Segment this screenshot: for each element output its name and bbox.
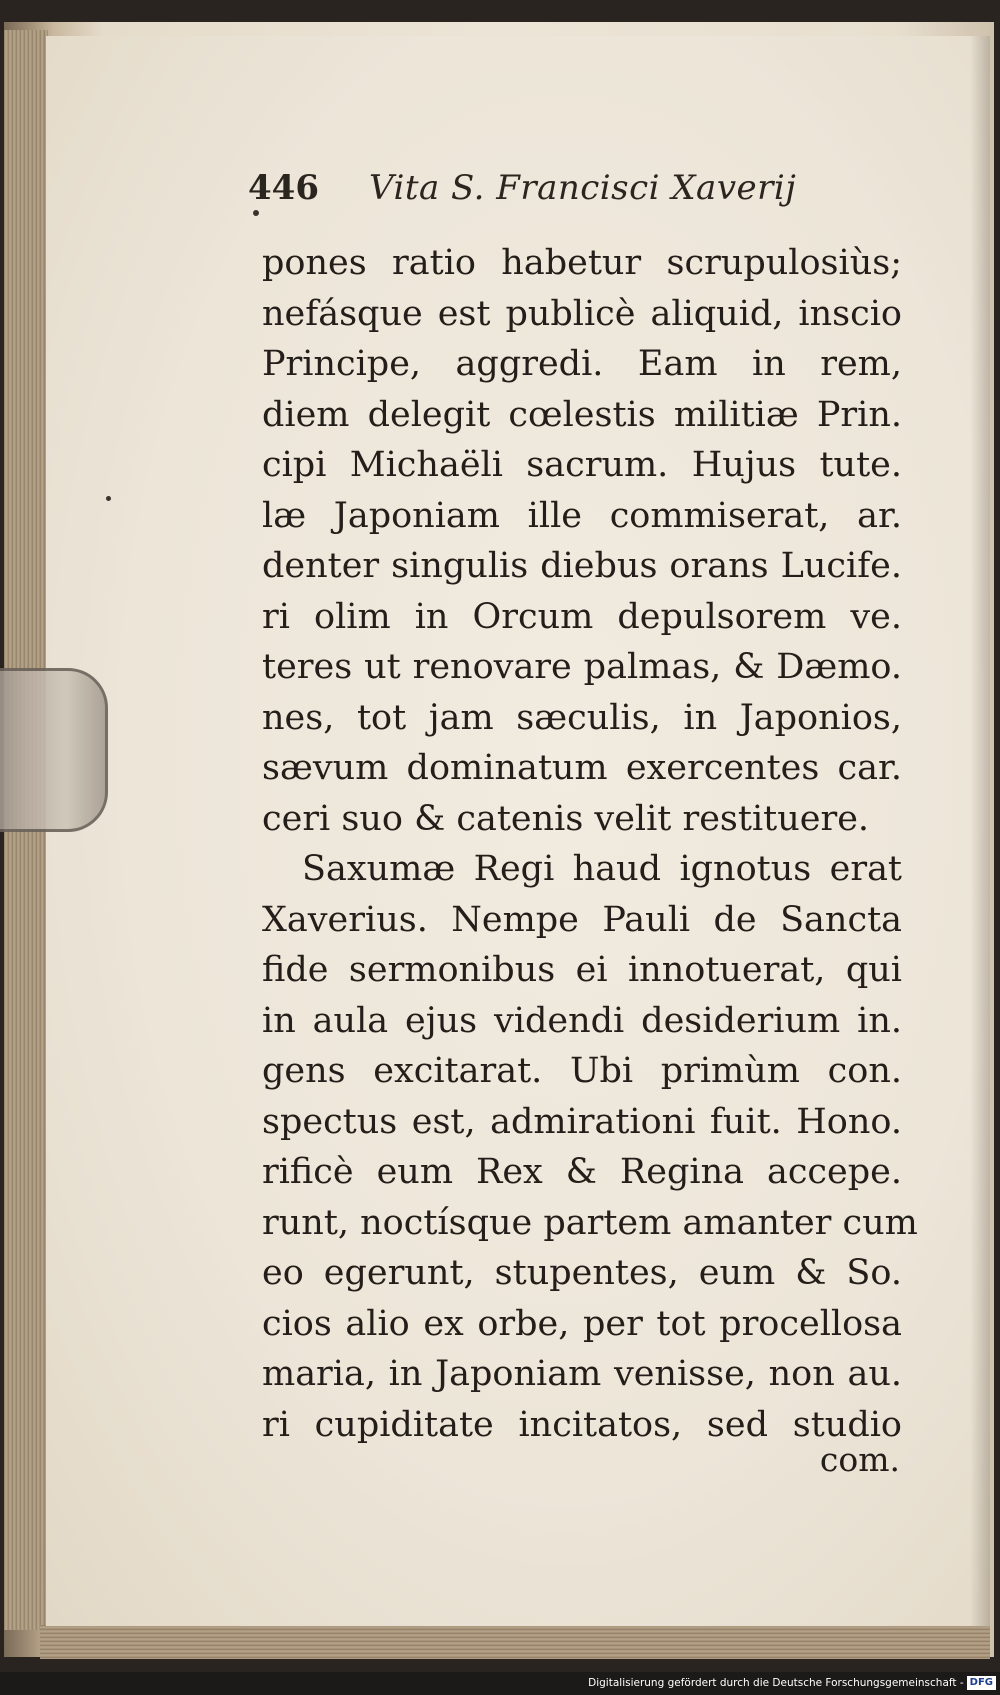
- text-line: cipi Michaëli sacrum. Hujus tute.: [262, 445, 902, 485]
- text-line: rificè eum Rex & Regina accepe.: [262, 1152, 902, 1192]
- text-line: in aula ejus videndi desiderium in.: [262, 1000, 902, 1041]
- text-line: nes, tot jam sæculis, in Japonios,: [262, 697, 902, 738]
- ink-speck: [106, 496, 111, 501]
- running-head: [248, 168, 808, 218]
- digitization-credit: [560, 1676, 996, 1694]
- text-line: læ Japoniam ille commiserat, ar.: [262, 495, 902, 536]
- text-line: eo egerunt, stupentes, eum & So.: [262, 1253, 902, 1293]
- text-line: Saxumæ Regi haud ignotus erat: [302, 849, 902, 889]
- text-line: ceri suo & catenis velit restituere.: [262, 798, 870, 839]
- text-block: [262, 238, 918, 1450]
- page-clip: [0, 668, 108, 832]
- text-line: pones ratio habetur scrupulosiùs;: [262, 243, 902, 283]
- page-edges-bottom: [40, 1625, 990, 1659]
- text-line: denter singulis diebus orans Lucife.: [262, 546, 902, 586]
- dfg-logo: DFG: [967, 1676, 996, 1690]
- text-line: nefásque est publicè aliquid, inscio: [262, 293, 902, 334]
- text-line: Principe, aggredi. Eam in rem,: [262, 344, 902, 384]
- text-line: teres ut renovare palmas, & Dæmo.: [262, 647, 902, 687]
- text-line: diem delegit cœlestis militiæ Prin.: [262, 394, 902, 435]
- text-line: ri olim in Orcum depulsorem ve.: [262, 596, 902, 637]
- text-line: ri cupiditate incitatos, sed studio: [262, 1404, 902, 1445]
- text-line: fide sermonibus ei innotuerat, qui: [262, 950, 902, 990]
- text-line: cios alio ex orbe, per tot procellosa: [262, 1303, 902, 1344]
- text-line: runt, noctísque partem amanter cum: [262, 1202, 918, 1243]
- catchword: com.: [819, 1440, 900, 1479]
- gutter-shadow: [970, 36, 990, 1626]
- running-title: Vita S. Francisci Xaverij: [368, 168, 797, 208]
- text-line: gens excitarat. Ubi primùm con.: [262, 1051, 902, 1091]
- text-line: sævum dominatum exercentes car.: [262, 748, 902, 788]
- text-line: maria, in Japoniam venisse, non au.: [262, 1354, 902, 1394]
- ink-speck: [253, 210, 259, 216]
- credit-text: Digitalisierung gefördert durch die Deutsche Forschungsgemeinschaft -: [588, 1677, 964, 1689]
- text-line: spectus est, admirationi fuit. Hono.: [262, 1101, 902, 1142]
- page-number: 446: [248, 168, 319, 208]
- text-line: Xaverius. Nempe Pauli de Sancta: [262, 899, 902, 940]
